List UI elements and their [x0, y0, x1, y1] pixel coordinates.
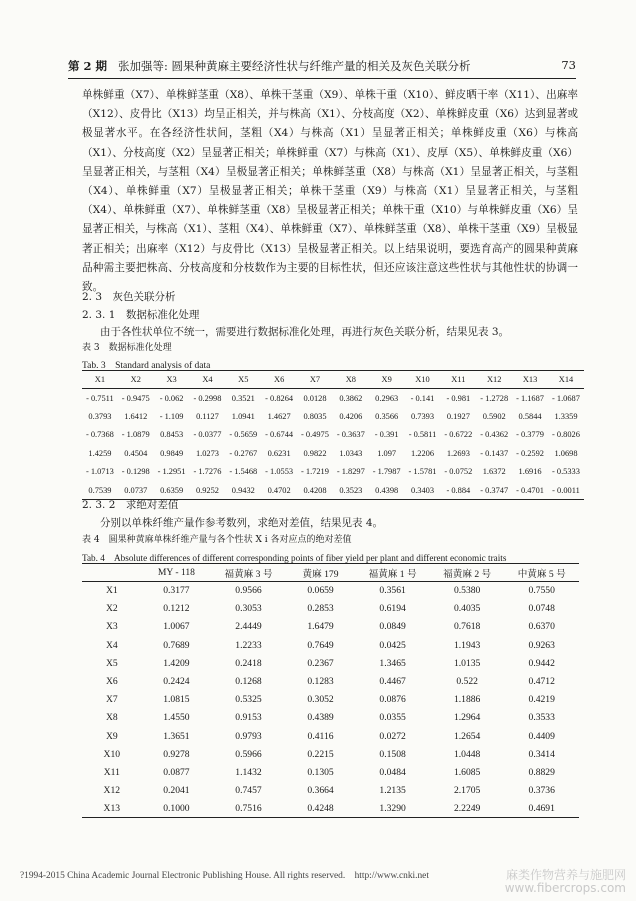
table-cell: 0.8829	[528, 766, 555, 778]
table-cell: - 0.5811	[408, 430, 437, 440]
table-header-cell: MY - 118	[142, 564, 212, 582]
table-cell: 1.6085	[453, 766, 481, 778]
table-cell: X3	[105, 621, 118, 633]
copyright-footer: ?1994-2015 China Academic Journal Electronic Publishing House. All rights reserved. http://www.cnki.net	[20, 871, 429, 881]
table-cell: 0.7516	[211, 800, 286, 818]
table-cell: 0.8453	[160, 430, 184, 440]
table-cell: 0.1508	[379, 748, 406, 760]
table-cell: 1.2206	[411, 448, 435, 458]
table-cell: - 1.2951	[157, 467, 186, 477]
table-cell: 0.5844	[518, 411, 542, 421]
table-cell: 2.4449	[235, 621, 262, 633]
table-cell: 0.4702	[261, 481, 297, 500]
table-cell: 0.1283	[307, 676, 334, 688]
table-cell: 0.9442	[528, 657, 555, 669]
table-cell: 1.3465	[379, 657, 406, 669]
table-cell: X13	[82, 800, 142, 818]
table-cell: 0.0737	[118, 481, 154, 500]
table-cell: 1.0941	[231, 411, 255, 421]
table-cell: X10	[103, 748, 121, 760]
page-number: 73	[561, 58, 576, 72]
table3-header-row	[82, 371, 584, 389]
table-cell: 0.9822	[303, 448, 327, 458]
table-header-cell: 福黄麻 2 号	[430, 564, 505, 582]
table-row	[82, 800, 579, 818]
table-cell: 0.9153	[235, 712, 262, 724]
table-row	[82, 691, 579, 709]
table-cell: - 0.5333	[552, 467, 580, 477]
table-cell: 0.5966	[235, 748, 262, 760]
table-cell: - 0.884	[440, 481, 476, 500]
table-header-cell: X13	[512, 371, 548, 389]
table-cell: 0.9278	[163, 748, 190, 760]
table-cell: 0.4712	[528, 676, 555, 688]
table-row	[82, 727, 579, 745]
running-header	[68, 58, 576, 78]
table-cell: 0.3521	[231, 393, 255, 403]
table4-header-row	[82, 564, 579, 582]
table-cell: 0.0128	[303, 393, 327, 403]
table-cell: X1	[105, 585, 118, 597]
table-cell: X2	[105, 603, 118, 615]
table-row	[82, 709, 579, 727]
table-cell: 1.4550	[163, 712, 190, 724]
table-header-cell: X14	[548, 371, 584, 389]
table-header-cell: X6	[261, 371, 297, 389]
table-cell: 1.3359	[554, 411, 578, 421]
table-cell: - 0.8026	[552, 430, 580, 440]
table-cell: 1.4209	[163, 657, 190, 669]
table-header-cell: X4	[190, 371, 226, 389]
table-cell: - 1.7219	[301, 467, 329, 477]
table-cell: 0.0272	[379, 730, 406, 742]
table-header-cell: X10	[405, 371, 441, 389]
table3-caption-en: Tab. 3 Standard analysis of data	[82, 361, 211, 371]
table4-caption-en: Tab. 4 Absolute differences of different corresponding points of fiber yield per plant and different economic traits	[82, 553, 507, 563]
table-cell: 0.3177	[163, 585, 190, 597]
watermark-line2: www.fibercrops.com	[504, 881, 626, 895]
table-cell: 0.7539	[82, 481, 118, 500]
table-cell: X4	[105, 639, 118, 651]
table-row	[82, 582, 579, 600]
table-cell: 0.3561	[379, 585, 406, 597]
table-cell: 0.0876	[379, 694, 406, 706]
watermark-line1: 麻类作物营养与施肥网	[505, 868, 626, 882]
table-cell: - 0.6722	[444, 430, 473, 440]
table-cell: 0.6194	[379, 603, 406, 615]
table-cell: - 0.0011	[548, 481, 584, 500]
table-cell: 0.0748	[528, 603, 555, 615]
table-cell: - 0.4701	[512, 481, 548, 500]
table-cell: - 0.8264	[265, 393, 294, 403]
table-cell: X11	[103, 766, 120, 778]
table-row	[82, 463, 584, 482]
table-cell: - 1.5468	[229, 467, 258, 477]
table-cell: 0.5325	[235, 694, 262, 706]
table-header-cell: 福黄麻 1 号	[355, 564, 430, 582]
table-cell: 0.9793	[235, 730, 262, 742]
table-cell: 1.2135	[379, 785, 406, 797]
table-cell: 1.4627	[267, 411, 291, 421]
table-header-cell: X12	[476, 371, 512, 389]
table-cell: 1.3651	[163, 730, 190, 742]
table-cell: - 1.0713	[85, 467, 114, 477]
table-row	[82, 763, 579, 781]
table-cell: 0.3793	[88, 411, 112, 421]
table-cell: 0.0877	[163, 766, 190, 778]
table-header-cell: X2	[118, 371, 154, 389]
table-cell: - 1.1687	[516, 393, 544, 403]
table-cell: 0.1212	[163, 603, 190, 615]
section-heading-2-3-2: 2. 3. 2 求绝对差值	[82, 499, 179, 511]
table4-caption-cn: 表 4 圆果种黄麻单株纤维产量与各个性状 X i 各对应点的绝对差值	[82, 535, 352, 545]
table-cell: 0.9566	[235, 585, 262, 597]
issue-number: 第 2 期	[68, 59, 108, 73]
table-cell: - 0.981	[446, 393, 471, 403]
table-cell: - 0.1437	[480, 448, 509, 458]
header-rule	[68, 78, 576, 79]
table-cell: - 0.6744	[265, 430, 294, 440]
table-row	[82, 782, 579, 800]
table-cell: 0.6231	[267, 448, 291, 458]
paragraph-2-3-1: 由于各性状单位不统一，需要进行数据标准化处理，再进行灰色关联分析，结果见表 3。	[100, 326, 510, 338]
running-title: 张加强等: 圆果种黄麻主要经济性状与纤维产量的相关及灰色关联分析	[118, 59, 471, 73]
table-cell: 0.3862	[339, 393, 363, 403]
table-cell: - 1.109	[159, 411, 184, 421]
table-cell: - 0.2767	[229, 448, 258, 458]
table-cell: - 0.3779	[516, 430, 544, 440]
table-cell: - 1.2728	[480, 393, 509, 403]
table-cell: 0.0484	[379, 766, 406, 778]
table-cell: 0.4691	[504, 800, 579, 818]
table3	[82, 370, 584, 500]
table-cell: 0.0425	[379, 639, 406, 651]
table-cell: 0.3414	[528, 748, 555, 760]
table-cell: 0.7689	[163, 639, 190, 651]
table-cell: 0.4116	[307, 730, 334, 742]
table-cell: X8	[105, 712, 118, 724]
table-cell: 0.4219	[528, 694, 555, 706]
table-cell: 1.6372	[482, 467, 506, 477]
table-row	[82, 444, 584, 463]
table-cell: 0.3566	[375, 411, 399, 421]
table-cell: 1.0343	[339, 448, 363, 458]
table-cell: 0.4389	[307, 712, 334, 724]
table-header-cell	[82, 564, 142, 582]
table-cell: 0.0849	[379, 621, 406, 633]
table-cell: 0.9263	[528, 639, 555, 651]
table-cell: 1.1943	[453, 639, 481, 651]
table-header-cell: 福黄麻 3 号	[211, 564, 286, 582]
table-cell: X7	[105, 694, 118, 706]
table-cell: 0.4035	[453, 603, 481, 615]
table-header-cell: X8	[333, 371, 369, 389]
table-cell: 1.4259	[88, 448, 112, 458]
table-cell: - 1.7987	[372, 467, 401, 477]
table3-caption-cn: 表 3 数据标准化处理	[82, 343, 172, 353]
table-cell: X9	[105, 730, 118, 742]
section-heading-2-3-1: 2. 3. 1 数据标准化处理	[82, 309, 200, 321]
table-cell: - 0.4975	[301, 430, 329, 440]
table-cell: 0.9252	[190, 481, 226, 500]
table-cell: 0.0355	[379, 712, 406, 724]
table-cell: - 1.8297	[336, 467, 365, 477]
table-cell: 0.4504	[124, 448, 148, 458]
table-cell: - 1.0553	[265, 467, 294, 477]
table-row	[82, 654, 579, 672]
table-header-cell: 黄麻 179	[286, 564, 356, 582]
table-cell: 2.1705	[453, 785, 481, 797]
table-cell: 1.3290	[355, 800, 430, 818]
table-row	[82, 745, 579, 763]
table-cell: 0.4248	[286, 800, 356, 818]
table-cell: 0.2853	[307, 603, 334, 615]
table-cell: 1.0698	[554, 448, 578, 458]
table-header-cell: X11	[440, 371, 476, 389]
table-cell: 0.2963	[375, 393, 399, 403]
table-cell: - 1.0687	[552, 393, 580, 403]
table-cell: 1.0448	[453, 748, 481, 760]
table-cell: - 0.141	[410, 393, 435, 403]
table-cell: 1.097	[377, 448, 397, 458]
table-header-cell: X7	[297, 371, 333, 389]
table-cell: 1.2693	[446, 448, 470, 458]
table-cell: 1.6479	[307, 621, 334, 633]
table-cell: 0.3523	[333, 481, 369, 500]
table-cell: - 0.2592	[516, 448, 544, 458]
table-cell: 0.1927	[446, 411, 470, 421]
table-cell: 0.1305	[307, 766, 334, 778]
table-cell: 1.0067	[163, 621, 190, 633]
table-cell: X12	[103, 785, 121, 797]
table-cell: - 0.1298	[121, 467, 150, 477]
table-cell: 0.3664	[307, 785, 334, 797]
table-cell: 1.2964	[453, 712, 481, 724]
table-cell: 0.9432	[225, 481, 261, 500]
table-cell: 0.7550	[528, 585, 555, 597]
table-header-cell: X9	[369, 371, 405, 389]
table-row	[82, 426, 584, 445]
table-cell: 0.9849	[160, 448, 184, 458]
table-cell: 0.7618	[453, 621, 481, 633]
section-heading-2-3: 2. 3 灰色关联分析	[82, 291, 176, 303]
table-cell: 0.3403	[405, 481, 441, 500]
table-cell: 0.1127	[196, 411, 219, 421]
table-cell: 0.2367	[307, 657, 334, 669]
table-cell: 0.3533	[528, 712, 555, 724]
table-cell: X6	[105, 676, 118, 688]
table-cell: - 0.0377	[193, 430, 222, 440]
table-cell: 0.5380	[453, 585, 481, 597]
body-paragraph: 单株鲜重（X7）、单株鲜茎重（X8）、单株干茎重（X9）、单株干重（X10）、鲜皮晒干率（X11）、出麻率（X12）、皮骨比（X13）均呈正相关，并与株高（X1）、分枝高度（X2）、单株鲜皮重（X6）达到显著或极显著水平。在各经济性状间，茎粗（X4）与株高（X1）呈显著正相关；单株鲜皮重（X6）与株高（X1）、分枝高度（X2）呈显著正相关；单株鲜重（X7）与株高（X1）、皮厚（X5）、单株鲜皮重（X6）呈显著正相关，与茎粗（X4）呈极显著正相关；单株鲜茎重（X8）与株高（X1）呈显著正相关，与茎粗（X4）、单株鲜重（X7）呈极显著正相关；单株干茎重（X9）与株高（X1）呈显著正相关，与茎粗（X4）、单株鲜重（X7）、单株鲜茎重（X8）呈极显著正相关；单株干重（X10）与单株鲜皮重（X6）呈显著正相关，与株高（X1）、茎粗（X4）、单株鲜重（X7）、单株鲜茎重（X8）、单株干茎重（X9）呈极显著正相关；出麻率（X12）与皮骨比（X13）呈极显著正相关。以上结果说明，要选育高产的圆果种黄麻品种需主要把株高、分枝高度和分枝数作为主要的目标性状，但还应该注意这些性状与其他性状的协调一致。	[82, 89, 578, 294]
table4	[82, 563, 579, 818]
table-cell: 0.7649	[307, 639, 334, 651]
table-cell: 0.2418	[235, 657, 262, 669]
table-cell: 1.0815	[163, 694, 190, 706]
table-cell: 1.6412	[124, 411, 148, 421]
table-cell: 0.2424	[163, 676, 190, 688]
table-row	[82, 600, 579, 618]
table-cell: - 1.5781	[408, 467, 437, 477]
table-cell: 0.4208	[297, 481, 333, 500]
table-cell: 1.1432	[235, 766, 262, 778]
table-cell: - 0.7368	[85, 430, 114, 440]
table-cell: 0.3053	[235, 603, 262, 615]
table-cell: - 0.391	[374, 430, 399, 440]
table-cell: 1.6916	[518, 467, 542, 477]
table-header-cell: X1	[82, 371, 118, 389]
table-cell: 0.522	[456, 676, 478, 688]
table-cell: 1.2654	[453, 730, 481, 742]
table-row	[82, 618, 579, 636]
table-row	[82, 389, 584, 408]
table-cell: - 0.3747	[476, 481, 512, 500]
table-cell: 2.2249	[430, 800, 505, 818]
table-cell: - 1.0879	[121, 430, 150, 440]
table-cell: 1.0135	[453, 657, 481, 669]
table-cell: 1.1886	[453, 694, 481, 706]
table-cell: 0.4467	[379, 676, 406, 688]
table-cell: 0.1000	[142, 800, 212, 818]
paragraph-2-3-2: 分别以单株纤维产量作参考数列，求绝对差值，结果见表 4。	[100, 517, 384, 529]
table-cell: - 1.7276	[193, 467, 222, 477]
table-cell: - 0.4362	[480, 430, 509, 440]
table-cell: 0.2215	[307, 748, 334, 760]
table-cell: - 0.062	[159, 393, 184, 403]
table-row	[82, 672, 579, 690]
table-cell: 0.2041	[163, 785, 190, 797]
table-cell: 0.1268	[235, 676, 262, 688]
table-cell: 0.7393	[411, 411, 435, 421]
table-row	[82, 407, 584, 426]
table-cell: 0.6370	[528, 621, 555, 633]
table-header-cell: X3	[154, 371, 190, 389]
table-cell: X5	[105, 657, 118, 669]
table-cell: 0.6359	[154, 481, 190, 500]
table-cell: - 0.3637	[336, 430, 365, 440]
table-cell: 0.7457	[235, 785, 262, 797]
table-cell: 0.3052	[307, 694, 334, 706]
table-cell: 1.0273	[195, 448, 219, 458]
table-cell: 0.5902	[482, 411, 506, 421]
table-cell: 0.4398	[369, 481, 405, 500]
table-cell: 0.8035	[303, 411, 327, 421]
table-cell: 0.3736	[528, 785, 555, 797]
table-cell: - 0.7511	[86, 393, 114, 403]
table-header-cell: 中黄麻 5 号	[504, 564, 579, 582]
table-cell: 0.4206	[339, 411, 363, 421]
table-cell: 0.4409	[528, 730, 555, 742]
table-cell: - 0.9475	[121, 393, 150, 403]
table-cell: 1.2233	[235, 639, 262, 651]
table-cell: - 0.5659	[229, 430, 258, 440]
table-row	[82, 636, 579, 654]
table-cell: - 0.2998	[193, 393, 222, 403]
table-cell: 0.0659	[307, 585, 334, 597]
table-header-cell: X5	[225, 371, 261, 389]
table-cell: - 0.0752	[444, 467, 473, 477]
